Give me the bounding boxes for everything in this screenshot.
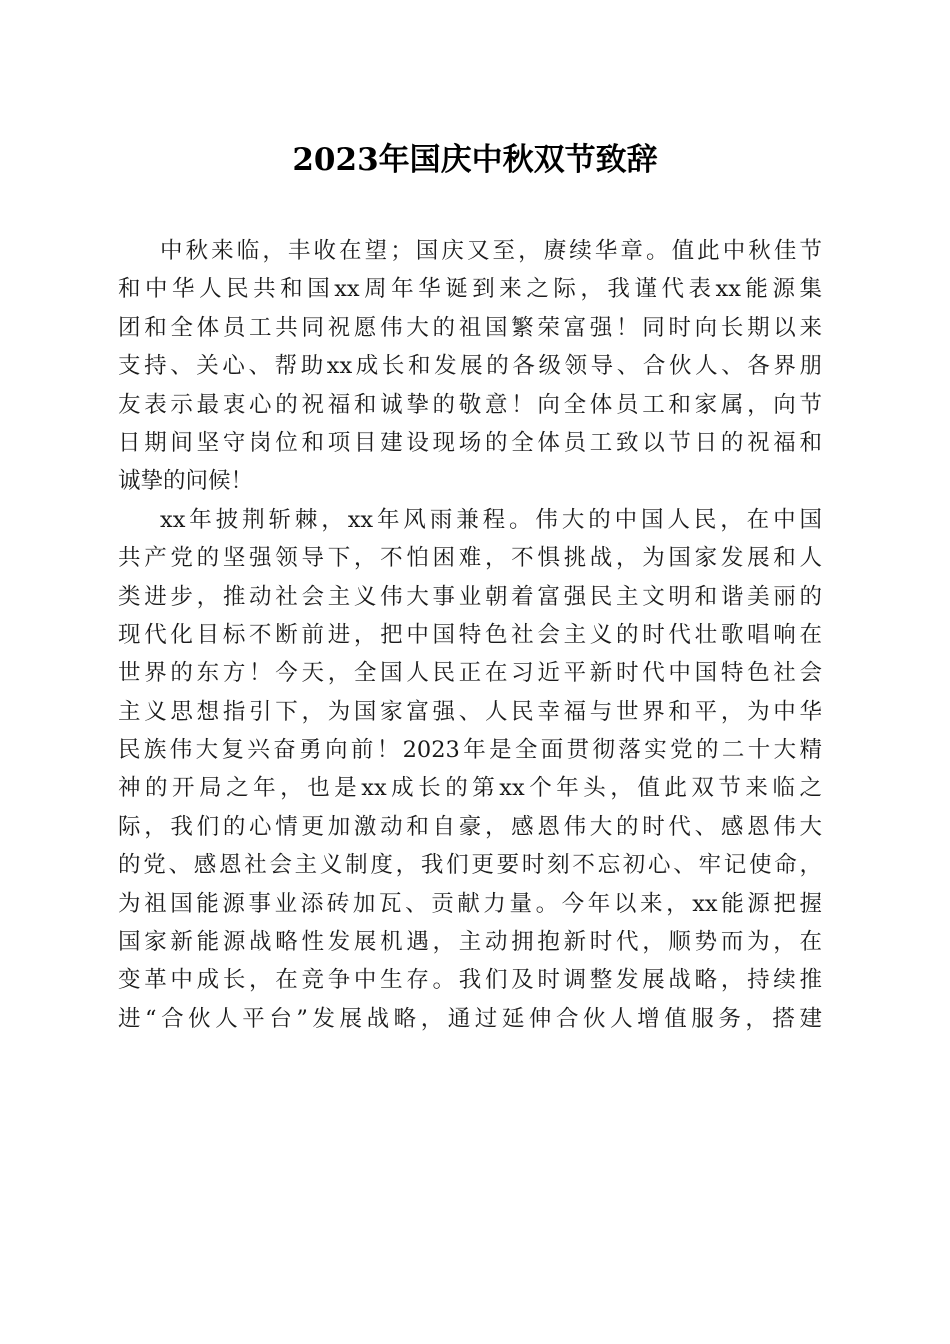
paragraph-2 [118,501,822,1038]
paragraph-line: 的党、感恩社会主义制度，我们更要时刻不忘初心、牢记使命， [118,852,822,879]
paragraph-line: 日期间坚守岗位和项目建设现场的全体员工致以节日的祝福和 [118,429,822,456]
paragraph-line: 支持、关心、帮助xx成长和发展的各级领导、合伙人、各界朋 [118,353,822,380]
paragraph-line: 际，我们的心情更加激动和自豪，感恩伟大的时代、感恩伟大 [118,813,822,840]
paragraph-line: 民族伟大复兴奋勇向前！2023年是全面贯彻落实党的二十大精 [118,737,822,764]
paragraph-line: 世界的东方！今天，全国人民正在习近平新时代中国特色社会 [118,660,822,687]
page-title: 2023年国庆中秋双节致辞 [292,142,658,178]
paragraph-line: 为祖国能源事业添砖加瓦、贡献力量。今年以来，xx能源把握 [118,890,822,917]
paragraph-line: 进“合伙人平台”发展战略，通过延伸合伙人增值服务，搭建 [118,1005,822,1032]
paragraph-line: 变革中成长，在竞争中生存。我们及时调整发展战略，持续推 [118,967,822,994]
paragraph-line: 现代化目标不断前进，把中国特色社会主义的时代壮歌唱响在 [118,621,822,648]
paragraph-line: 中秋来临，丰收在望；国庆又至，赓续华章。值此中秋佳节 [160,238,822,264]
document-body [118,232,822,1038]
paragraph-line: 和中华人民共和国xx周年华诞到来之际，我谨代表xx能源集 [118,276,822,303]
paragraph-line: 主义思想指引下，为国家富强、人民幸福与世界和平，为中华 [118,698,822,725]
paragraph-line: 国家新能源战略性发展机遇，主动拥抱新时代，顺势而为，在 [118,929,822,956]
paragraph-line: 诚挚的问候！ [118,468,254,495]
paragraph-line: 神的开局之年，也是xx成长的第xx个年头，值此双节来临之 [118,775,822,802]
paragraph-line: 共产党的坚强领导下，不怕困难，不惧挑战，为国家发展和人 [118,545,822,572]
paragraph-1 [118,232,822,501]
paragraph-line: 类进步，推动社会主义伟大事业朝着富强民主文明和谐美丽的 [118,583,822,610]
paragraph-line: 友表示最衷心的祝福和诚挚的敬意！向全体员工和家属，向节 [118,391,822,418]
paragraph-line: 团和全体员工共同祝愿伟大的祖国繁荣富强！同时向长期以来 [118,314,822,341]
paragraph-line: xx年披荆斩棘，xx年风雨兼程。伟大的中国人民，在中国 [160,506,822,533]
